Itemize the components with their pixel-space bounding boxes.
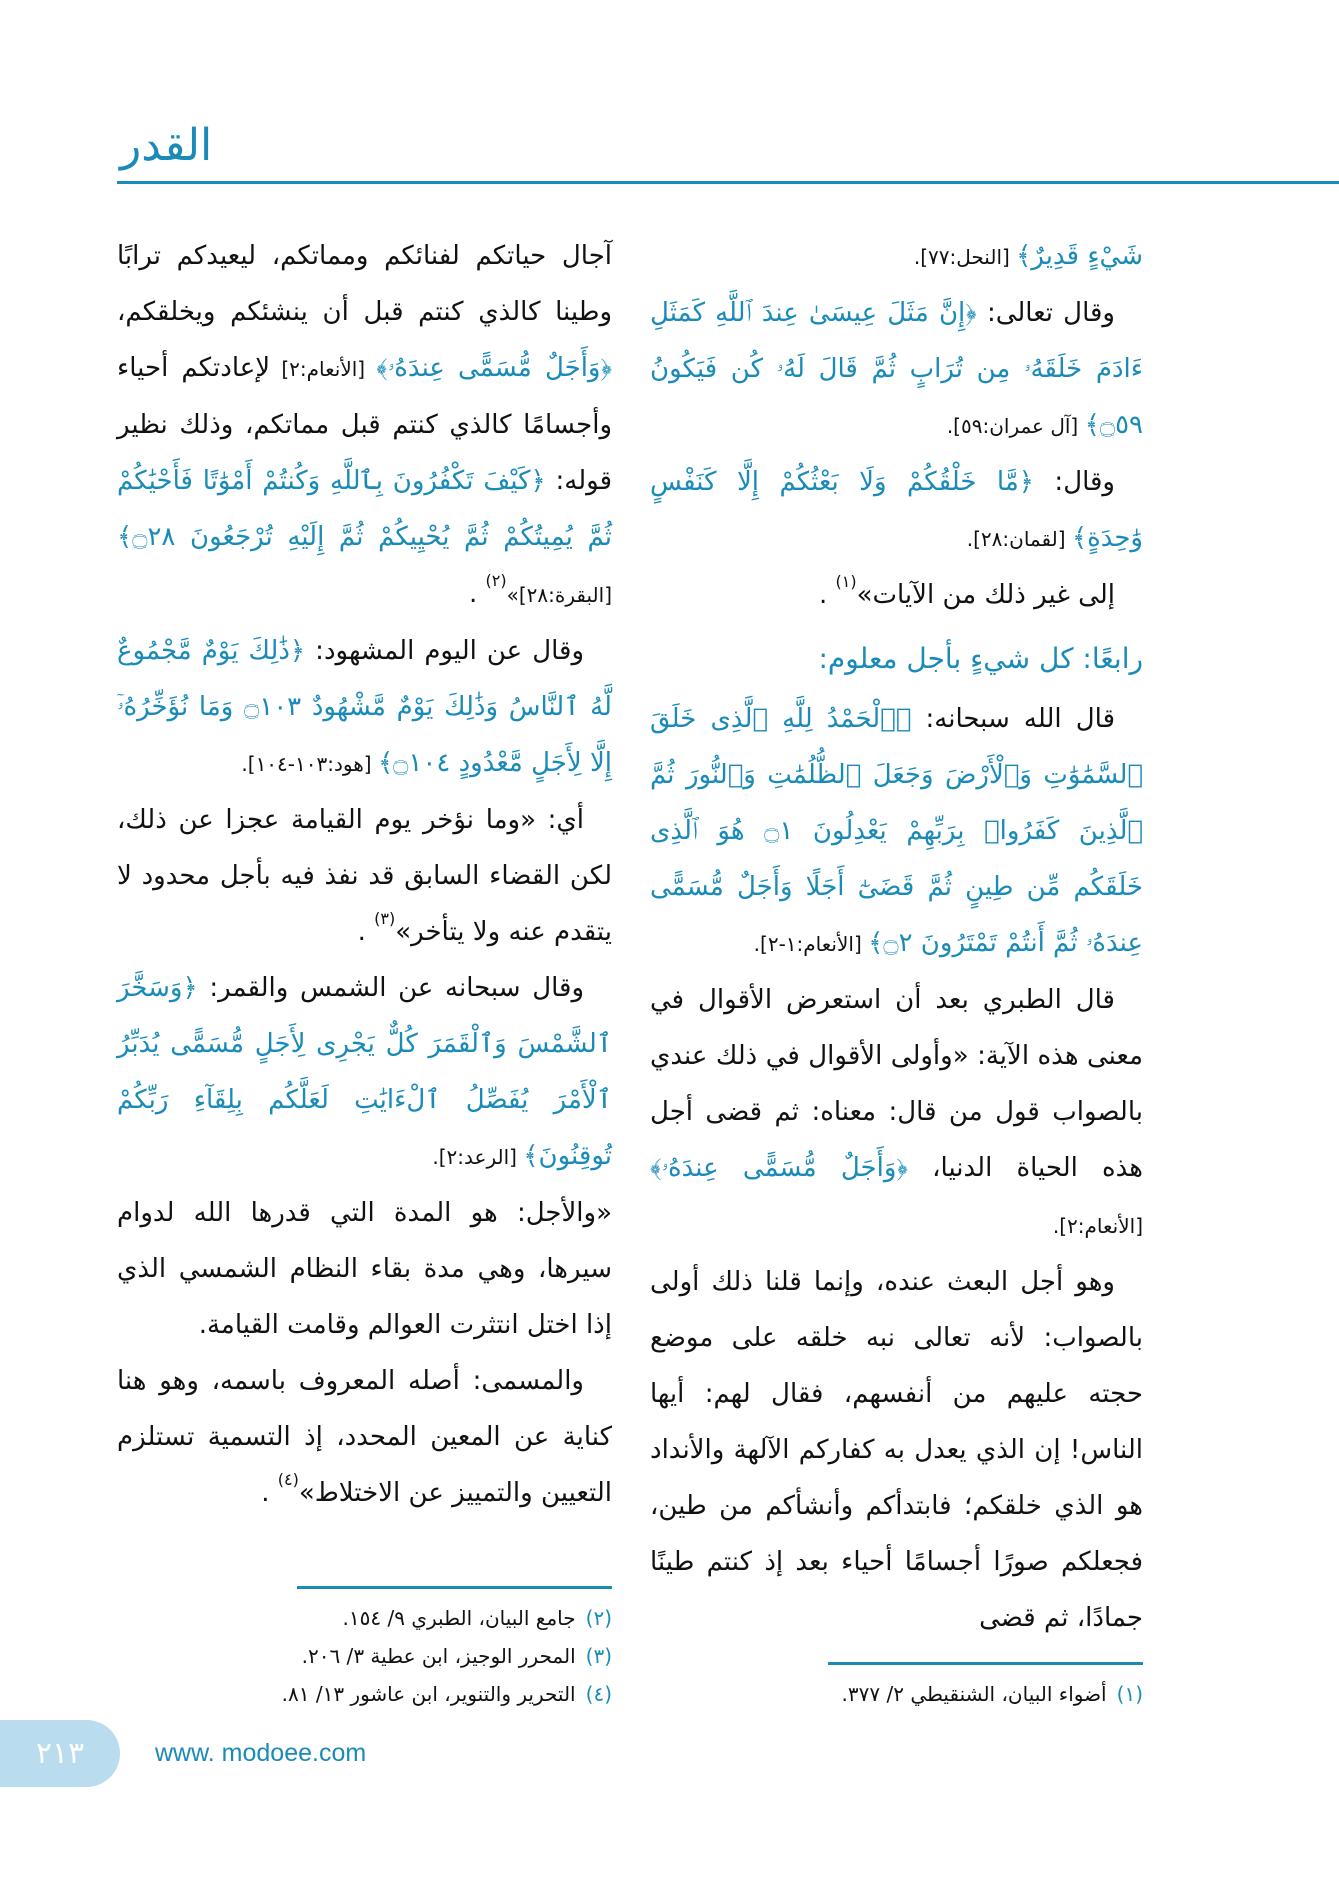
- right-footnotes: [650, 1646, 1143, 1713]
- left-column: [117, 228, 612, 1713]
- verse-reference: [الأنعام:٢].: [1052, 1214, 1143, 1238]
- footnote-number: (٢): [585, 1606, 612, 1630]
- page-number: ٢١٣: [0, 1720, 120, 1787]
- paragraph: [650, 1254, 1143, 1646]
- body-text: .: [261, 1478, 278, 1508]
- footnote-3: [117, 1637, 612, 1675]
- verse-reference: [النحل:٧٧].: [913, 245, 1017, 269]
- verse-reference: [لقمان:٢٨].: [966, 527, 1072, 551]
- body-text: وهو أجل البعث عنده، وإنما قلنا ذلك أولى بالصواب: لأنه تعالى نبه خلقه على موضع حجته عليهم من أنفسهم، فقال لهم: أيها الناس! إن الذي يعدل به كفاركم الآلهة والأنداد هو الذي خلقكم؛ فابتدأكم وأنشأكم من طين، فجعلكم صورًا أجسامًا أحياء بعد إذ كنتم طينًا جمادًا، ثم قضى: [650, 1267, 1143, 1633]
- footnote-4: [117, 1675, 612, 1713]
- verse-reference: [الأنعام:٢]: [270, 357, 377, 381]
- footnote-number: (٤): [585, 1682, 612, 1706]
- footnote-number: (١): [1116, 1682, 1143, 1706]
- body-text: .: [468, 579, 486, 609]
- quran-verse: ﴿كَيْفَ تَكْفُرُونَ بِٱللَّهِ وَكُنتُمْ أَمْوَٰتًا فَأَحْيَٰكُمْ ثُمَّ يُمِيتُكُمْ ثُمَّ يُحْيِيكُمْ ثُمَّ إِلَيْهِ تُرْجَعُونَ ۝٢٨﴾: [117, 466, 612, 552]
- quran-verse: ﴿وَأَجَلٌ مُّسَمًّى عِندَهُۥ﴾: [376, 353, 613, 383]
- quran-verse: ﴿ذَٰلِكَ يَوْمٌ مَّجْمُوعٌ لَّهُ ٱلنَّاسُ وَذَٰلِكَ يَوْمٌ مَّشْهُودٌ ۝١٠٣ وَمَا نُؤَخِّرُهُۥٓ إِلَّا لِأَجَلٍ مَّعْدُودٍ ۝١٠٤﴾: [117, 636, 612, 778]
- body-text: آجال حياتكم لفنائكم ومماتكم، ليعيدكم ترابًا وطينا كالذي كنتم قبل أن ينشئكم ويخلقكم،: [117, 241, 612, 327]
- left-column-body: [117, 228, 612, 1521]
- footnote-marker[interactable]: (٣): [374, 909, 396, 928]
- footnote-number: (٣): [585, 1644, 612, 1668]
- verse-reference: [البقرة:٢٨]»: [506, 583, 612, 607]
- paragraph: [117, 228, 612, 623]
- footnote-marker[interactable]: (١): [835, 572, 857, 591]
- footnote-text: التحرير والتنوير، ابن عاشور ١٣/ ٨١.: [281, 1682, 576, 1706]
- header-rule: [117, 181, 1339, 184]
- verse-reference: [آل عمران:٥٩].: [946, 414, 1085, 438]
- footnote-text: أضواء البيان، الشنقيطي ٢/ ٣٧٧.: [841, 1682, 1107, 1706]
- quran-verse: شَيْءٍ قَدِيرٌ﴾: [1016, 241, 1143, 271]
- footnote-marker[interactable]: (٤): [277, 1470, 299, 1489]
- verse-reference: [هود:١٠٣-١٠٤].: [241, 752, 378, 776]
- quran-verse: ﴿مَّا خَلْقُكُمْ وَلَا بَعْثُكُمْ إِلَّا كَنَفْسٍ وَٰحِدَةٍ﴾: [650, 467, 1143, 553]
- paragraph: [650, 228, 1143, 285]
- paragraph: [650, 454, 1143, 567]
- body-text: والمسمى: أصله المعروف باسمه، وهو هنا كناية عن المعين المحدد، إذ التسمية تستلزم التعيين والتمييز عن الاختلاط»: [117, 1366, 612, 1508]
- footnote-marker[interactable]: (٢): [485, 571, 507, 590]
- website-link[interactable]: www. modoee.com: [155, 1739, 367, 1767]
- quran-verse: ﴿وَسَخَّرَ ٱلشَّمْسَ وَٱلْقَمَرَ كُلٌّ يَجْرِى لِأَجَلٍ مُّسَمًّى يُدَبِّرُ ٱلْأَمْرَ يُفَصِّلُ ٱلْءَايَٰتِ لَعَلَّكُم بِلِقَآءِ رَبِّكُمْ تُوقِنُونَ﴾: [117, 973, 612, 1171]
- footnote-rule-right: [828, 1662, 1143, 1665]
- footnote-2: [117, 1599, 612, 1637]
- paragraph: [650, 691, 1143, 972]
- verse-reference: [الأنعام:١-٢].: [753, 932, 869, 956]
- paragraph: [117, 1353, 612, 1521]
- left-footnotes: [117, 1570, 612, 1713]
- paragraph: [117, 623, 612, 792]
- verse-reference: [الرعد:٢].: [432, 1145, 524, 1169]
- paragraph: [650, 972, 1143, 1254]
- footnote-1: [650, 1675, 1143, 1713]
- body-text: وقال تعالى:: [976, 298, 1115, 328]
- quran-verse: ﴿وَأَجَلٌ مُّسَمًّى عِندَهُۥ﴾: [650, 1153, 908, 1183]
- quran-verse: ﴿إِنَّ مَثَلَ عِيسَىٰ عِندَ ٱللَّهِ كَمَثَلِ ءَادَمَ خَلَقَهُۥ مِن تُرَابٍ ثُمَّ قَالَ لَهُۥ كُن فَيَكُونُ ۝٥٩﴾: [650, 298, 1143, 440]
- quran-verse: ﴿ٱلْحَمْدُ لِلَّهِ ٱلَّذِى خَلَقَ ٱلسَّمَٰوَٰتِ وَٱلْأَرْضَ وَجَعَلَ ٱلظُّلُمَٰتِ وَٱلنُّورَ ثُمَّ ٱلَّذِينَ كَفَرُوا۟ بِرَبِّهِمْ يَعْدِلُونَ ۝١ هُوَ ٱلَّذِى خَلَقَكُم مِّن طِينٍ ثُمَّ قَضَىٰٓ أَجَلًا وَأَجَلٌ مُّسَمًّى عِندَهُۥ ثُمَّ أَنتُمْ تَمْتَرُونَ ۝٢﴾: [650, 704, 1144, 958]
- paragraph: [117, 1185, 612, 1353]
- body-text: وقال عن اليوم المشهود:: [305, 636, 584, 666]
- body-text: وقال:: [1034, 467, 1115, 497]
- paragraph: [117, 792, 612, 960]
- body-text: أي: «وما نؤخر يوم القيامة عجزا عن ذلك، لكن القضاء السابق قد نفذ فيه بأجل محدود لا يتقدم عنه ولا يتأخر»: [117, 805, 612, 947]
- body-text: .: [818, 580, 836, 610]
- footnote-rule-left: [297, 1586, 612, 1589]
- page-footer: [0, 1720, 1339, 1845]
- body-text: .: [357, 917, 375, 947]
- body-text: وقال سبحانه عن الشمس والقمر:: [197, 973, 584, 1003]
- body-text: قال الطبري بعد أن استعرض الأقوال في معنى هذه الآية: «وأولى الأقوال في ذلك عندي بالصواب قول من قال: معناه: ثم قضى أجل هذه الحياة الدنيا،: [650, 985, 1144, 1183]
- body-text: لإعادتكم أحياء وأجسامًا كالذي كنتم قبل مماتكم، وذلك نظير قوله:: [117, 353, 612, 496]
- footnote-text: المحرر الوجيز، ابن عطية ٣/ ٢٠٦.: [301, 1644, 576, 1668]
- footnote-text: جامع البيان، الطبري ٩/ ١٥٤.: [342, 1606, 576, 1630]
- body-text: «والأجل: هو المدة التي قدرها الله لدوام سيرها، وهي مدة بقاء النظام الشمسي الذي إذا اختل انتثرت العوالم وقامت القيامة.: [117, 1198, 612, 1340]
- right-column-body: [650, 228, 1143, 1646]
- paragraph: [650, 567, 1143, 623]
- paragraph: [117, 960, 612, 1185]
- right-column: [650, 228, 1143, 1713]
- paragraph: [650, 285, 1143, 454]
- body-text: قال الله سبحانه:: [911, 704, 1115, 734]
- chapter-title: القدر: [120, 120, 213, 171]
- section-heading: [650, 631, 1143, 687]
- body-text: رابعًا: كل شيءٍ بأجل معلوم:: [818, 642, 1143, 675]
- body-text: إلى غير ذلك من الآيات»: [856, 580, 1115, 610]
